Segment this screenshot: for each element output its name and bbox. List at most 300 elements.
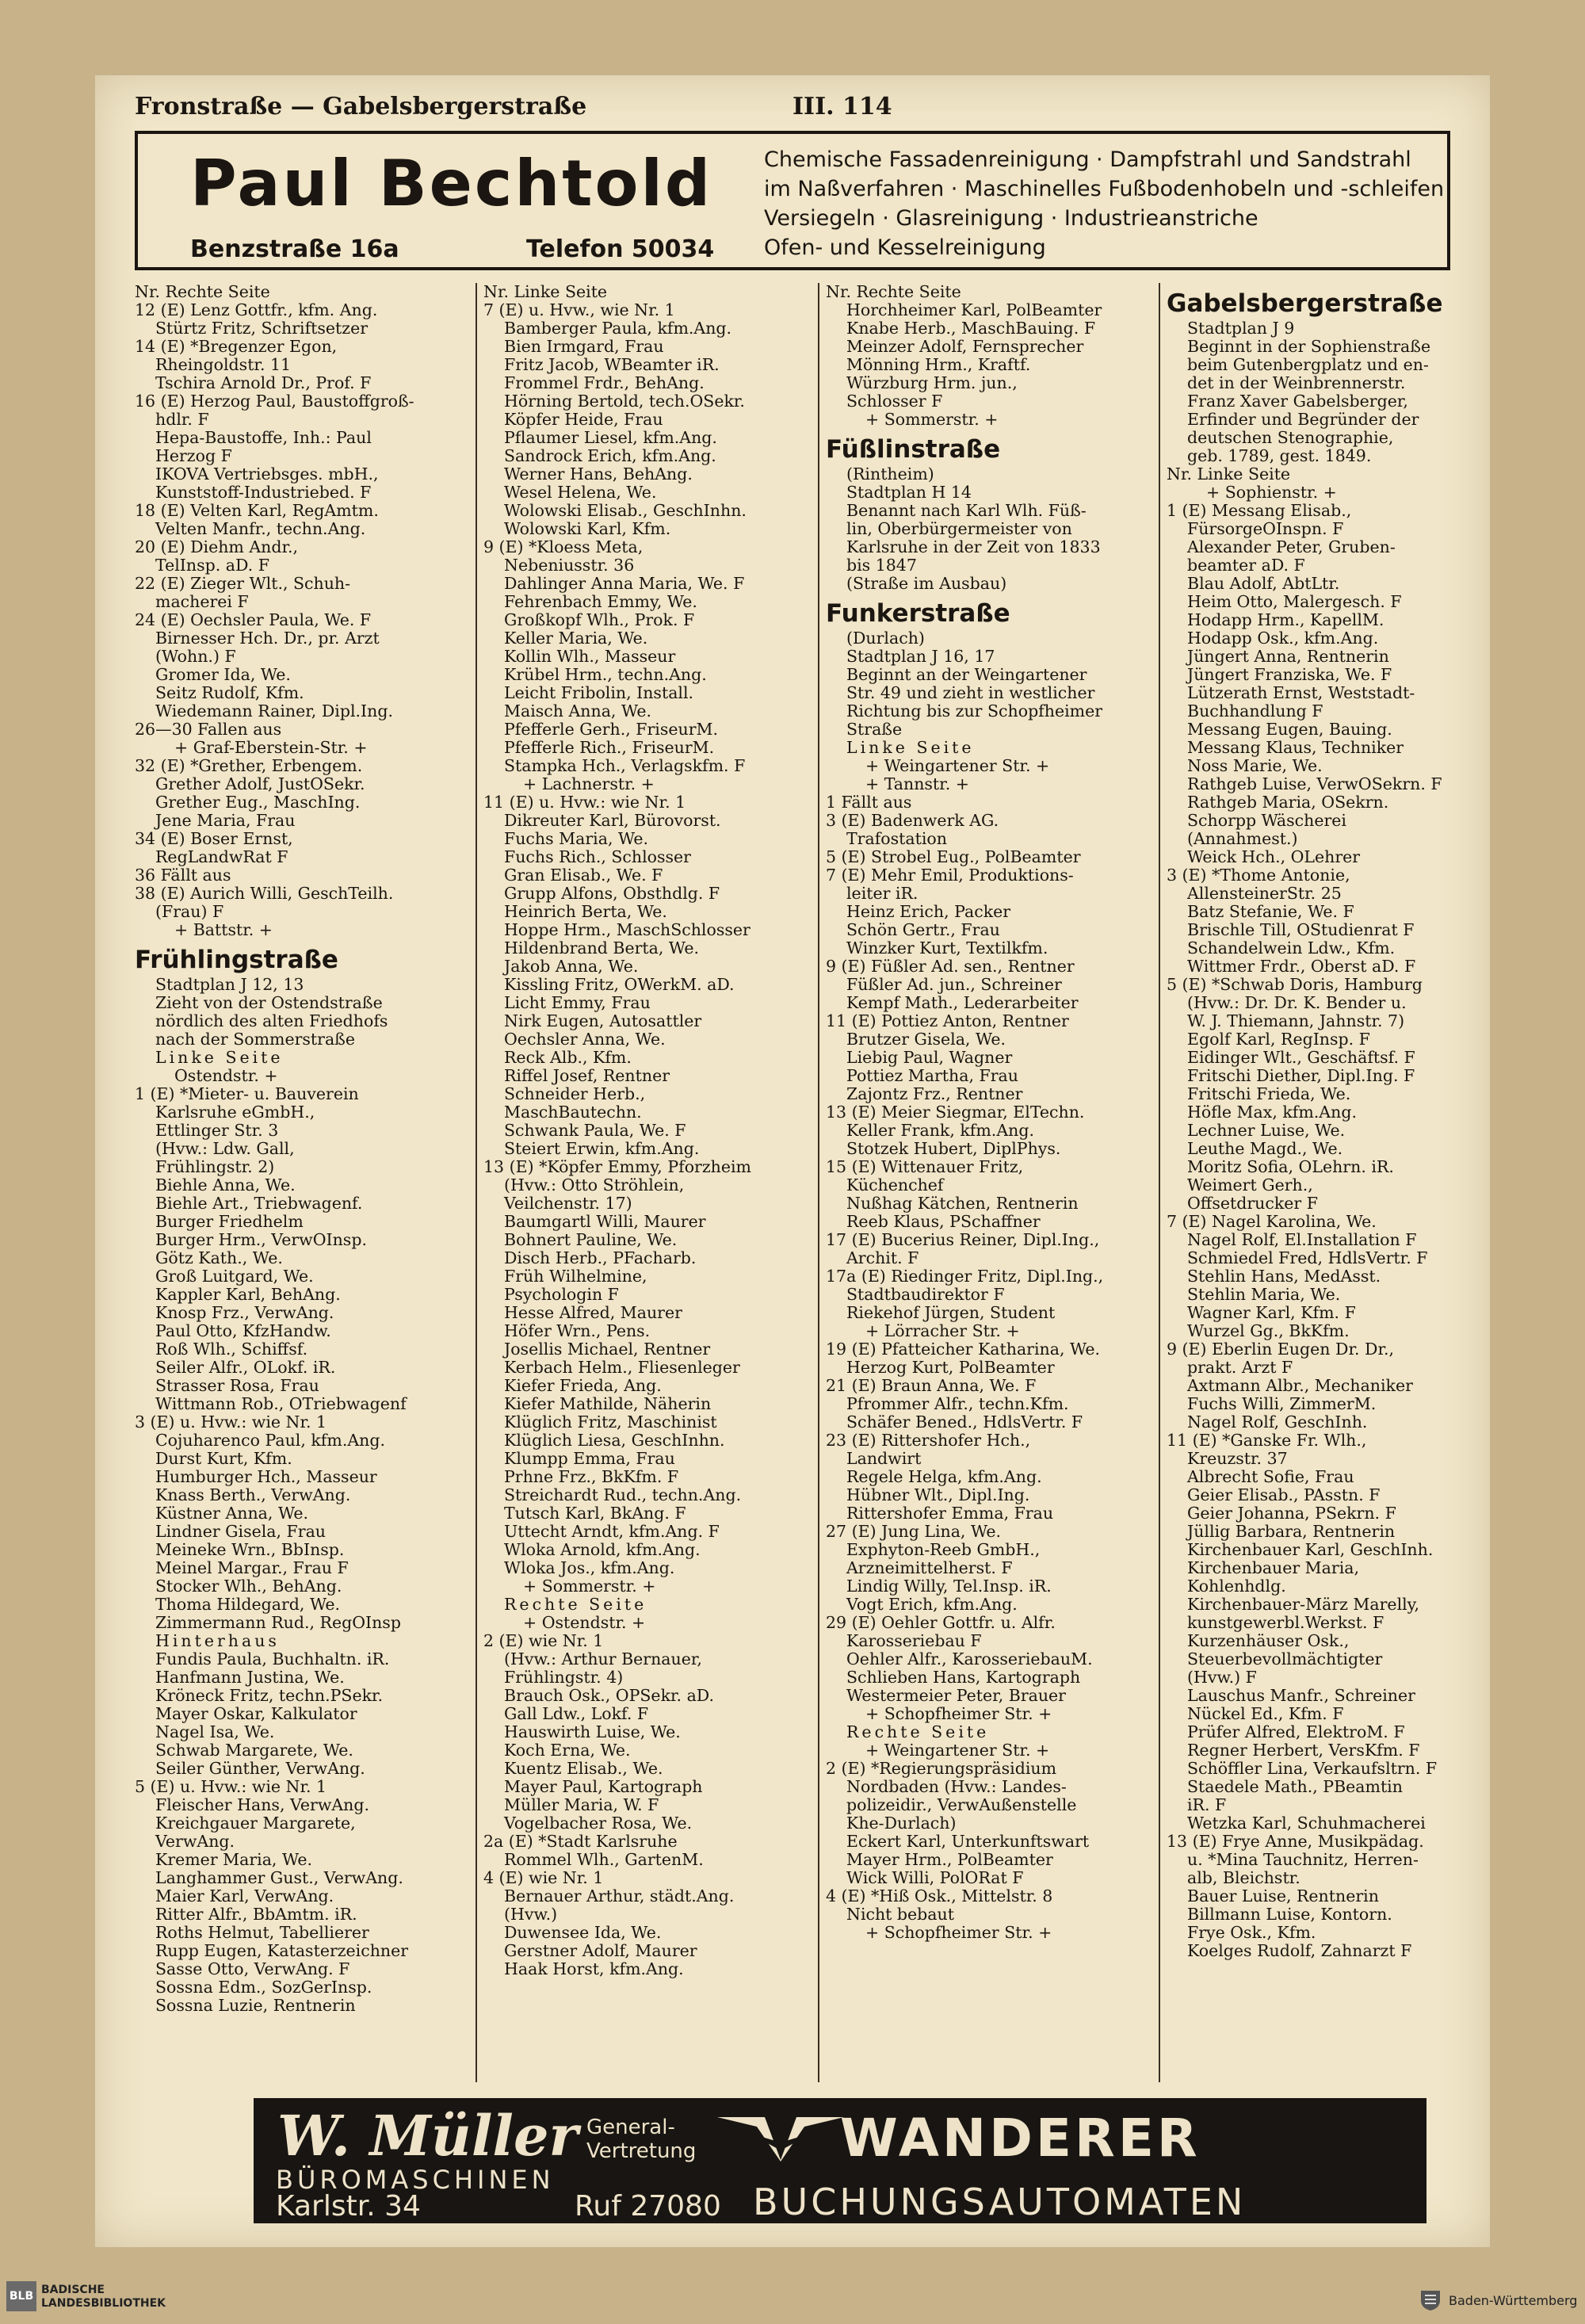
directory-line: Lindig Willy, Tel.Insp. iR. — [846, 1577, 1052, 1596]
directory-line: Nr. Linke Seite — [1167, 464, 1291, 484]
directory-line: Höfle Max, kfm.Ang. — [1187, 1103, 1357, 1122]
directory-line: Wittmann Rob., OTriebwagenf — [155, 1394, 407, 1413]
state-name: Baden-Württemberg — [1449, 2293, 1578, 2308]
directory-line: Kappler Karl, BehAng. — [155, 1285, 341, 1304]
directory-line: Kohlenhdlg. — [1187, 1577, 1286, 1596]
directory-line: Groß Luitgard, We. — [155, 1267, 314, 1286]
directory-line: Schöffler Lina, Verkaufsltrn. F — [1187, 1759, 1438, 1778]
directory-line: (Hvw.: Otto Ströhlein, — [504, 1175, 685, 1194]
directory-line: Pfrommer Alfr., techn.Kfm. — [846, 1394, 1069, 1413]
directory-line: Kissling Fritz, OWerkM. aD. — [504, 975, 735, 994]
directory-line: Stadtplan J 12, 13 — [155, 975, 304, 994]
directory-line: 14 (E) *Bregenzer Egon, — [135, 337, 338, 356]
directory-line: iR. F — [1187, 1795, 1227, 1814]
directory-line: (Durlach) — [846, 629, 925, 648]
directory-line: (Annahmest.) — [1187, 829, 1298, 848]
directory-line: Wittmer Frdr., Oberst aD. F — [1187, 957, 1416, 976]
directory-line: Geier Elisab., PAsstn. F — [1187, 1485, 1381, 1504]
directory-line: Beginnt in der Sophienstraße — [1187, 337, 1431, 356]
directory-line: Meineke Wrn., BbInsp. — [155, 1540, 345, 1559]
directory-line: Nagel Rolf, El.Installation F — [1187, 1230, 1417, 1249]
directory-line: Lindner Gisela, Frau — [155, 1522, 326, 1541]
directory-line: Rupp Eugen, Katasterzeichner — [155, 1941, 409, 1960]
directory-line: IKOVA Vertriebsges. mbH., — [155, 464, 379, 484]
directory-line: Buchhandlung F — [1187, 701, 1323, 721]
directory-line: Würzburg Hrm. jun., — [846, 373, 1018, 392]
directory-line: Hörning Bertold, tech.OSekr. — [504, 392, 745, 411]
directory-line: Koelges Rudolf, Zahnarzt F — [1187, 1941, 1412, 1960]
directory-line: Karlsruhe in der Zeit von 1833 — [846, 537, 1101, 556]
directory-line: Keller Maria, We. — [504, 629, 648, 648]
directory-line: Kiefer Frieda, Ang. — [504, 1376, 662, 1395]
directory-line: TelInsp. aD. F — [155, 556, 269, 575]
directory-column-2 — [483, 283, 812, 2082]
directory-line: Licht Emmy, Frau — [504, 993, 651, 1012]
directory-line: 18 (E) Velten Karl, RegAmtm. — [135, 501, 379, 520]
directory-line: Dahlinger Anna Maria, We. F — [504, 574, 745, 593]
directory-line: Birnesser Hch. Dr., pr. Arzt — [155, 629, 380, 648]
directory-line: Landwirt — [846, 1449, 922, 1468]
directory-line: Regner Herbert, VersKfm. F — [1187, 1741, 1420, 1760]
ad-mueller-address: Karlstr. 34 — [276, 2190, 421, 2223]
ad-service-line: im Naßverfahren · Maschinelles Fußbodenhobeln und -schleifen — [764, 177, 1445, 201]
directory-line: Burger Hrm., VerwOInsp. — [155, 1230, 367, 1249]
directory-line: + Sommerstr. + — [865, 410, 999, 429]
directory-line: 17 (E) Bucerius Reiner, Dipl.Ing., — [826, 1230, 1100, 1249]
ad-phone: Telefon 50034 — [526, 235, 715, 263]
directory-line: Mayer Paul, Kartograph — [504, 1777, 703, 1796]
directory-line: Riffel Josef, Rentner — [504, 1066, 670, 1085]
directory-line: 3 (E) u. Hvw.: wie Nr. 1 — [135, 1412, 327, 1431]
directory-line: Jüngert Anna, Rentnerin — [1187, 647, 1389, 666]
directory-line: Richtung bis zur Schopfheimer — [846, 701, 1103, 721]
directory-line: Grupp Alfons, Obsthdlg. F — [504, 884, 720, 903]
directory-line: (Hvw.) — [504, 1905, 558, 1924]
directory-line: Stadtplan J 9 — [1187, 319, 1295, 338]
directory-line: Herzog F — [155, 446, 232, 465]
directory-line: 1 Fällt aus — [826, 793, 912, 812]
directory-line: Vogelbacher Rosa, We. — [504, 1814, 693, 1833]
column-divider — [476, 283, 477, 2082]
directory-line: Stadtplan H 14 — [846, 483, 972, 502]
wanderer-wings-icon — [717, 2111, 844, 2166]
directory-line: Eidinger Wlt., Geschäftsf. F — [1187, 1048, 1415, 1067]
directory-line: Knass Berth., VerwAng. — [155, 1485, 351, 1504]
directory-line: Keller Frank, kfm.Ang. — [846, 1121, 1034, 1140]
directory-line: Linke Seite — [846, 738, 975, 757]
directory-line: Duwensee Ida, We. — [504, 1923, 662, 1942]
directory-line: + Sophienstr. + — [1206, 483, 1337, 502]
directory-line: Kreichgauer Margarete, — [155, 1814, 356, 1833]
directory-line: Meinzer Adolf, Fernsprecher — [846, 337, 1084, 356]
directory-line: Psychologin F — [504, 1285, 619, 1304]
directory-line: Heinrich Berta, We. — [504, 902, 667, 921]
directory-line: Seiler Alfr., OLokf. iR. — [155, 1358, 336, 1377]
directory-line: 13 (E) *Köpfer Emmy, Pforzheim — [483, 1157, 751, 1176]
directory-line: (Hvw.) F — [1187, 1668, 1257, 1687]
directory-line: leiter iR. — [846, 884, 919, 903]
directory-line: Cojuharenco Paul, kfm.Ang. — [155, 1431, 385, 1450]
directory-line: Klumpp Emma, Frau — [504, 1449, 675, 1468]
directory-line: Eckert Karl, Unterkunftswart — [846, 1832, 1090, 1851]
street-heading: Gabelsbergerstraße — [1167, 289, 1443, 318]
directory-line: Frühlingstr. 4) — [504, 1668, 624, 1687]
directory-line: polizeidir., VerwAußenstelle — [846, 1795, 1077, 1814]
directory-line: (Frau) F — [155, 902, 224, 921]
directory-line: bis 1847 — [846, 556, 917, 575]
directory-line: Langhammer Gust., VerwAng. — [155, 1868, 403, 1887]
directory-line: Hepa-Baustoffe, Inh.: Paul — [155, 428, 372, 447]
directory-line: Schwab Margarete, We. — [155, 1741, 353, 1760]
directory-line: Prüfer Alfred, ElektroM. F — [1187, 1722, 1405, 1741]
directory-line: Mayer Oskar, Kalkulator — [155, 1704, 357, 1723]
street-heading: Frühlingstraße — [135, 946, 338, 974]
directory-line: Stampka Hch., Verlagskfm. F — [504, 756, 746, 775]
directory-line: Bamberger Paula, kfm.Ang. — [504, 319, 732, 338]
library-name-line: LANDESBIBLIOTHEK — [41, 2297, 166, 2310]
directory-line: 3 (E) *Thome Antonie, — [1167, 866, 1350, 885]
directory-line: Tutsch Karl, BkAng. F — [504, 1504, 686, 1523]
directory-line: Baumgartl Willi, Maurer — [504, 1212, 706, 1231]
directory-line: Moritz Sofia, OLehrn. iR. — [1187, 1157, 1394, 1176]
directory-line: Leicht Fribolin, Install. — [504, 683, 694, 702]
directory-line: Alexander Peter, Gruben- — [1187, 537, 1396, 556]
directory-line: (Hvw.: Ldw. Gall, — [155, 1139, 295, 1158]
directory-line: Rittershofer Emma, Frau — [846, 1504, 1054, 1523]
directory-line: Mönning Hrm., Kraftf. — [846, 355, 1031, 374]
directory-line: Disch Herb., PFacharb. — [504, 1248, 697, 1267]
directory-line: Blau Adolf, AbtLtr. — [1187, 574, 1340, 593]
directory-line: Dikreuter Karl, Bürovorst. — [504, 811, 721, 830]
directory-line: Gall Ldw., Lokf. F — [504, 1704, 649, 1723]
directory-line: Noss Marie, We. — [1187, 756, 1323, 775]
directory-line: Nr. Rechte Seite — [826, 283, 961, 301]
directory-line: VerwAng. — [155, 1832, 235, 1851]
directory-line: beamter aD. F — [1187, 556, 1305, 575]
directory-line: Oehler Alfr., KarosseriebauM. — [846, 1649, 1093, 1668]
directory-line: Tschira Arnold Dr., Prof. F — [155, 373, 372, 392]
directory-line: 12 (E) Lenz Gottfr., kfm. Ang. — [135, 300, 378, 319]
directory-line: Jüngert Franziska, We. F — [1187, 665, 1392, 684]
directory-line: 26—30 Fallen aus — [135, 720, 282, 739]
directory-line: (Rintheim) — [846, 464, 934, 484]
directory-line: Gromer Ida, We. — [155, 665, 291, 684]
directory-line: Nebeniusstr. 36 — [504, 556, 635, 575]
directory-line: Karosseriebau F — [846, 1631, 982, 1650]
directory-line: Fuchs Willi, ZimmerM. — [1187, 1394, 1377, 1413]
advertisement-bechtold — [135, 131, 1450, 270]
directory-line: Frommel Frdr., BehAng. — [504, 373, 705, 392]
directory-line: Kremer Maria, We. — [155, 1850, 313, 1869]
directory-line: Thoma Hildegard, We. — [155, 1595, 340, 1614]
directory-line: Stürtz Fritz, Schriftsetzer — [155, 319, 369, 338]
directory-line: Pottiez Martha, Frau — [846, 1066, 1018, 1085]
directory-line: 7 (E) Nagel Karolina, We. — [1167, 1212, 1377, 1231]
directory-line: Rommel Wlh., GartenM. — [504, 1850, 704, 1869]
directory-line: 4 (E) *Hiß Osk., Mittelstr. 8 — [826, 1886, 1053, 1905]
library-name — [41, 2284, 166, 2311]
directory-line: Haak Horst, kfm.Ang. — [504, 1959, 684, 1978]
directory-line: Staedele Math., PBeamtin — [1187, 1777, 1403, 1796]
directory-line: (Straße im Ausbau) — [846, 574, 1007, 593]
directory-line: 29 (E) Oehler Gottfr. u. Alfr. — [826, 1613, 1056, 1632]
directory-line: Nirk Eugen, Autosattler — [504, 1011, 702, 1030]
directory-line: Prhne Frz., BkKfm. F — [504, 1467, 679, 1486]
directory-line: Horchheimer Karl, PolBeamter — [846, 300, 1102, 319]
directory-line: Sossna Luzie, Rentnerin — [155, 1996, 356, 2015]
ad-wanderer-brand: WANDERER — [840, 2108, 1201, 2169]
directory-line: Kollin Wlh., Masseur — [504, 647, 676, 666]
directory-line: 1 (E) *Mieter- u. Bauverein — [135, 1084, 359, 1103]
directory-line: 38 (E) Aurich Willi, GeschTeilh. — [135, 884, 394, 903]
directory-line: Bohnert Pauline, We. — [504, 1230, 678, 1249]
directory-line: (Hvw.: Dr. Dr. K. Bender u. — [1187, 993, 1407, 1012]
directory-line: Humburger Hch., Masseur — [155, 1467, 377, 1486]
directory-line: Frye Osk., Kfm. — [1187, 1923, 1316, 1942]
directory-line: Schorpp Wäscherei — [1187, 811, 1346, 830]
directory-line: Hildenbrand Berta, We. — [504, 938, 699, 958]
directory-line: Axtmann Albr., Mechaniker — [1187, 1376, 1413, 1395]
directory-line: Meinel Margar., Frau F — [155, 1558, 349, 1577]
directory-line: Rechte Seite — [846, 1722, 990, 1741]
directory-line: 7 (E) u. Hvw., wie Nr. 1 — [483, 300, 675, 319]
directory-line: Brutzer Gisela, We. — [846, 1030, 1006, 1049]
directory-line: Egolf Karl, RegInsp. F — [1187, 1030, 1370, 1049]
directory-line: Zimmermann Rud., RegOInsp — [155, 1613, 401, 1632]
column-divider — [1159, 283, 1160, 2082]
directory-line: 4 (E) wie Nr. 1 — [483, 1868, 604, 1887]
ad-service-line: Ofen- und Kesselreinigung — [764, 235, 1046, 260]
directory-line: Stadtplan J 16, 17 — [846, 647, 995, 666]
directory-line: Karlsruhe eGmbH., — [155, 1103, 315, 1122]
directory-line: Wiedemann Rainer, Dipl.Ing. — [155, 701, 393, 721]
directory-line: (Wohn.) F — [155, 647, 236, 666]
directory-line: Hanfmann Justina, We. — [155, 1668, 345, 1687]
directory-line: Nordbaden (Hvw.: Landes- — [846, 1777, 1067, 1796]
directory-line: nach der Sommerstraße — [155, 1030, 355, 1049]
directory-line: Klüglich Liesa, GeschInhn. — [504, 1431, 725, 1450]
directory-line: 19 (E) Pfatteicher Katharina, We. — [826, 1340, 1101, 1359]
directory-line: Wick Willi, PolORat F — [846, 1868, 1024, 1887]
directory-line: Schmiedel Fred, HdlsVertr. F — [1187, 1248, 1428, 1267]
directory-line: Burger Friedhelm — [155, 1212, 304, 1231]
directory-line: Früh Wilhelmine, — [504, 1267, 647, 1286]
directory-line: Linke Seite — [155, 1048, 284, 1067]
directory-line: Hinterhaus — [155, 1631, 280, 1650]
directory-line: Steiert Erwin, kfm.Ang. — [504, 1139, 700, 1158]
directory-line: Nr. Linke Seite — [483, 283, 608, 301]
directory-line: Str. 49 und zieht in westlicher — [846, 683, 1095, 702]
directory-line: Hodapp Osk., kfm.Ang. — [1187, 629, 1379, 648]
directory-line: Hesse Alfred, Maurer — [504, 1303, 682, 1322]
directory-line: Trafostation — [846, 829, 947, 848]
directory-line: + Schopfheimer Str. + — [865, 1704, 1052, 1723]
directory-line: Hodapp Hrm., KapellM. — [1187, 610, 1384, 629]
directory-line: Rechte Seite — [504, 1595, 647, 1614]
advertisement-mueller-wanderer — [254, 2098, 1426, 2223]
directory-line: Paul Otto, KfzHandw. — [155, 1321, 331, 1340]
directory-line: 3 (E) Badenwerk AG. — [826, 811, 999, 830]
directory-line: Müller Maria, W. F — [504, 1795, 659, 1814]
directory-line: hdlr. F — [155, 410, 209, 429]
directory-line: Mayer Hrm., PolBeamter — [846, 1850, 1053, 1869]
directory-line: 24 (E) Oechsler Paula, We. F — [135, 610, 372, 629]
directory-line: Albrecht Sofie, Frau — [1187, 1467, 1354, 1486]
directory-line: Brischle Till, OStudienrat F — [1187, 920, 1415, 939]
directory-column-3 — [826, 283, 1155, 2082]
directory-line: Oechsler Anna, We. — [504, 1030, 666, 1049]
directory-line: 20 (E) Diehm Andr., — [135, 537, 299, 556]
ad-buchungsautomaten: BUCHUNGSAUTOMATEN — [753, 2181, 1247, 2223]
directory-line: Archit. F — [846, 1248, 919, 1267]
ad-address: Benzstraße 16a — [190, 235, 399, 263]
directory-line: Vogt Erich, kfm.Ang. — [846, 1595, 1018, 1614]
directory-line: Sossna Edm., SozGerInsp. — [155, 1978, 372, 1997]
directory-line: Wagner Karl, Kfm. F — [1187, 1303, 1356, 1322]
directory-line: Rathgeb Luise, VerwOSekrn. F — [1187, 774, 1442, 793]
directory-line: Kuentz Elisab., We. — [504, 1759, 663, 1778]
directory-line: Benannt nach Karl Wlh. Füß- — [846, 501, 1087, 520]
directory-line: Wolowski Karl, Kfm. — [504, 519, 671, 538]
directory-line: Regele Helga, kfm.Ang. — [846, 1467, 1042, 1486]
directory-line: Sasse Otto, VerwAng. F — [155, 1959, 350, 1978]
directory-line: Kirchenbauer Maria, — [1187, 1558, 1359, 1577]
directory-line: Bien Irmgard, Frau — [504, 337, 664, 356]
directory-line: 21 (E) Braun Anna, We. F — [826, 1376, 1037, 1395]
directory-line: Batz Stefanie, We. F — [1187, 902, 1354, 921]
directory-line: Westermeier Peter, Brauer — [846, 1686, 1066, 1705]
directory-line: Geier Johanna, PSekrn. F — [1187, 1504, 1396, 1523]
directory-line: Schneider Herb., — [504, 1084, 646, 1103]
directory-line: Roß Wlh., Schiffsf. — [155, 1340, 308, 1359]
directory-line: Hauswirth Luise, We. — [504, 1722, 681, 1741]
directory-line: Rheingoldstr. 11 — [155, 355, 292, 374]
directory-line: Schäfer Bened., HdlsVertr. F — [846, 1412, 1083, 1431]
directory-line: 17a (E) Riedinger Fritz, Dipl.Ing., — [826, 1267, 1104, 1286]
ad-mueller-logo: W. Müller — [277, 2103, 579, 2169]
directory-line: Fundis Paula, Buchhaltn. iR. — [155, 1649, 390, 1668]
directory-line: Hübner Wlt., Dipl.Ing. — [846, 1485, 1030, 1504]
ad-service-line: Versiegeln · Glasreinigung · Industrieanstriche — [764, 206, 1258, 231]
directory-line: Weimert Gerh., — [1187, 1175, 1313, 1194]
directory-line: Straße — [846, 720, 903, 739]
directory-line: Leuthe Magd., We. — [1187, 1139, 1343, 1158]
directory-line: Kreuzstr. 37 — [1187, 1449, 1288, 1468]
directory-line: Fuchs Rich., Schlosser — [504, 847, 691, 866]
directory-line: 36 Fällt aus — [135, 866, 231, 885]
directory-line: Wurzel Gg., BkKfm. — [1187, 1321, 1350, 1340]
directory-line: 2 (E) *Regierungspräsidium — [826, 1759, 1057, 1778]
directory-line: Lechner Luise, We. — [1187, 1121, 1346, 1140]
directory-line: 11 (E) *Ganske Fr. Wlh., — [1167, 1431, 1367, 1450]
directory-line: Wetzka Karl, Schuhmacherei — [1187, 1814, 1426, 1833]
directory-line: Hoppe Hrm., MaschSchlosser — [504, 920, 750, 939]
directory-line: Pfefferle Rich., FriseurM. — [504, 738, 715, 757]
directory-line: Reeb Klaus, PSchaffner — [846, 1212, 1041, 1231]
directory-line: Reck Alb., Kfm. — [504, 1048, 632, 1067]
directory-line: Nückel Ed., Kfm. F — [1187, 1704, 1344, 1723]
running-head — [135, 83, 1450, 123]
running-head-streets: Fronstraße — Gabelsbergerstraße — [135, 93, 587, 120]
directory-line: RegLandwRat F — [155, 847, 288, 866]
directory-line: Zajontz Frz., Rentner — [846, 1084, 1023, 1103]
directory-line: + Schopfheimer Str. + — [865, 1923, 1052, 1942]
directory-line: 1 (E) Messang Elisab., — [1167, 501, 1352, 520]
directory-line: Offsetdrucker F — [1187, 1194, 1318, 1213]
column-divider — [818, 283, 819, 2082]
directory-line: Seitz Rudolf, Kfm. — [155, 683, 304, 702]
directory-line: Pflaumer Liesel, kfm.Ang. — [504, 428, 717, 447]
directory-line: (Hvw.: Arthur Bernauer, — [504, 1649, 702, 1668]
directory-line: Fritschi Frieda, We. — [1187, 1084, 1351, 1103]
page-number: III. 114 — [792, 93, 892, 120]
directory-line: Wolowski Elisab., GeschInhn. — [504, 501, 747, 520]
directory-line: Winzker Kurt, Textilkfm. — [846, 938, 1048, 958]
directory-line: Fritschi Diether, Dipl.Ing. F — [1187, 1066, 1415, 1085]
directory-line: geb. 1789, gest. 1849. — [1187, 446, 1372, 465]
directory-line: u. *Mina Tauchnitz, Herren- — [1187, 1850, 1419, 1869]
directory-line: Strasser Rosa, Frau — [155, 1376, 319, 1395]
directory-line: Rathgeb Maria, OSekrn. — [1187, 793, 1389, 812]
directory-line: Bernauer Arthur, städt.Ang. — [504, 1886, 735, 1905]
directory-line: + Battstr. + — [174, 920, 273, 939]
directory-line: Messang Eugen, Bauing. — [1187, 720, 1392, 739]
directory-line: 34 (E) Boser Ernst, — [135, 829, 293, 848]
directory-line: 5 (E) u. Hvw.: wie Nr. 1 — [135, 1777, 327, 1796]
directory-line: + Weingartener Str. + — [865, 1741, 1050, 1760]
directory-line: Lauschus Manfr., Schreiner — [1187, 1686, 1415, 1705]
directory-line: Fehrenbach Emmy, We. — [504, 592, 697, 611]
directory-line: Durst Kurt, Kfm. — [155, 1449, 292, 1468]
directory-line: Kirchenbauer-März Marelly, — [1187, 1595, 1420, 1614]
directory-line: Uttecht Arndt, kfm.Ang. F — [504, 1522, 720, 1541]
directory-line: MaschBautechn. — [504, 1103, 642, 1122]
directory-line: Kunststoff-Industriebed. F — [155, 483, 372, 502]
directory-line: Heinz Erich, Packer — [846, 902, 1011, 921]
directory-column-4 — [1167, 283, 1482, 2082]
directory-line: Sandrock Erich, kfm.Ang. — [504, 446, 716, 465]
directory-line: Biehle Anna, We. — [155, 1175, 296, 1194]
directory-line: Arzneimittelherst. F — [846, 1558, 1013, 1577]
directory-line: Kurzenhäuser Osk., — [1187, 1631, 1350, 1650]
directory-line: nördlich des alten Friedhofs — [155, 1011, 388, 1030]
directory-line: 9 (E) *Kloess Meta, — [483, 537, 644, 556]
directory-line: + Lachnerstr. + — [523, 774, 655, 793]
directory-line: 22 (E) Zieger Wlt., Schuh- — [135, 574, 351, 593]
directory-line: Köpfer Heide, Frau — [504, 410, 663, 429]
directory-line: Kirchenbauer Karl, GeschInh. — [1187, 1540, 1434, 1559]
directory-line: deutschen Stenographie, — [1187, 428, 1394, 447]
directory-line: 11 (E) u. Hvw.: wie Nr. 1 — [483, 793, 686, 812]
directory-line: + Weingartener Str. + — [865, 756, 1050, 775]
street-heading: Funkerstraße — [826, 599, 1010, 628]
directory-line: + Sommerstr. + — [523, 1577, 656, 1596]
street-heading: Füßlinstraße — [826, 435, 1001, 464]
directory-line: Frühlingstr. 2) — [155, 1157, 275, 1176]
blb-logo-icon: BLB — [6, 2281, 36, 2311]
directory-line: det in der Weinbrennerstr. — [1187, 373, 1406, 392]
directory-line: Klüglich Fritz, Maschinist — [504, 1412, 717, 1431]
directory-line: Koch Erna, We. — [504, 1741, 631, 1760]
directory-line: Nr. Rechte Seite — [135, 283, 270, 301]
directory-line: Gran Elisab., We. F — [504, 866, 663, 885]
directory-line: kunstgewerbl.Werkst. F — [1187, 1613, 1384, 1632]
baden-wuerttemberg-crest-icon — [1419, 2289, 1442, 2311]
directory-line: 13 (E) Meier Siegmar, ElTechn. — [826, 1103, 1085, 1122]
library-name-line: BADISCHE — [41, 2284, 105, 2296]
directory-line: Gerstner Adolf, Maurer — [504, 1941, 697, 1960]
directory-line: prakt. Arzt F — [1187, 1358, 1293, 1377]
